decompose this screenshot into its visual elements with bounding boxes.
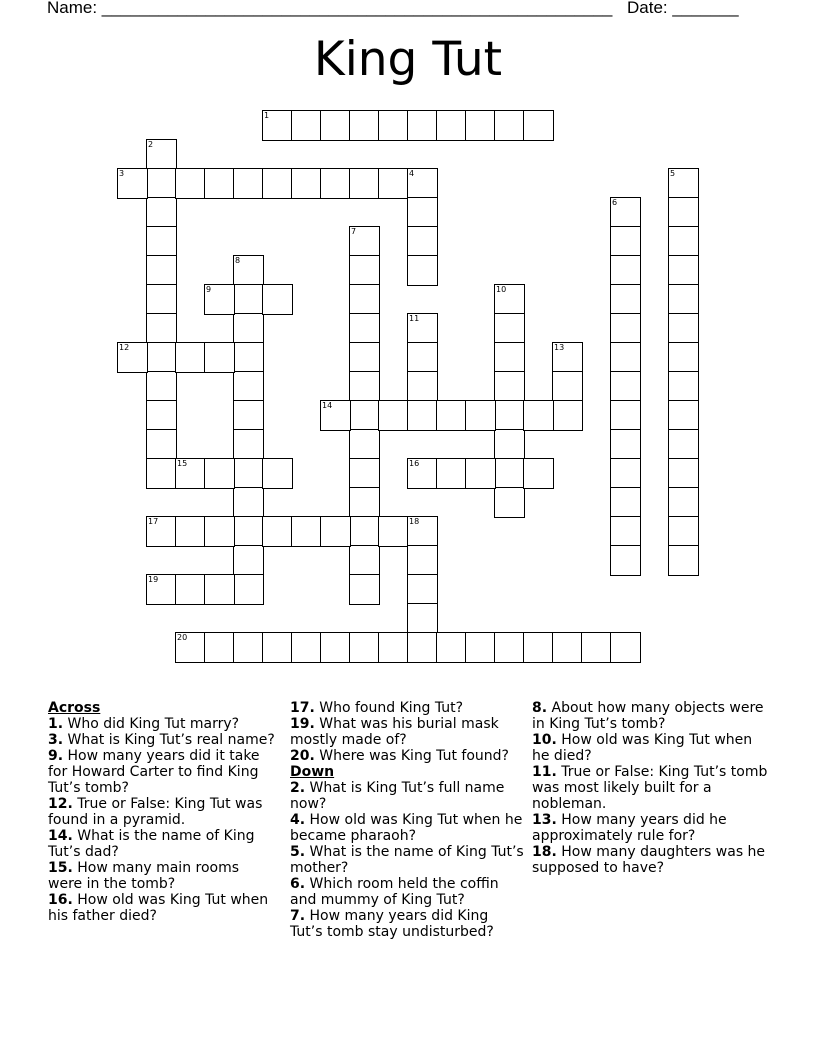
crossword-cell[interactable] <box>378 168 409 199</box>
crossword-cell[interactable] <box>668 400 699 431</box>
crossword-cell[interactable] <box>349 110 380 141</box>
crossword-cell[interactable] <box>320 516 351 547</box>
crossword-cell[interactable] <box>349 545 380 576</box>
crossword-cell[interactable] <box>117 168 148 199</box>
crossword-cell[interactable] <box>668 487 699 518</box>
crossword-cell[interactable] <box>407 516 438 547</box>
crossword-cell[interactable] <box>378 632 409 663</box>
crossword-cell[interactable] <box>494 632 525 663</box>
clue-number-label: 4 <box>409 169 415 178</box>
crossword-cell[interactable] <box>320 168 351 199</box>
crossword-cell[interactable] <box>262 168 293 199</box>
clue-text: How many daughters was he supposed to have? <box>532 844 766 876</box>
crossword-cell[interactable] <box>349 574 380 605</box>
down-clue <box>290 844 525 876</box>
clue-number: 14. <box>48 828 73 844</box>
down-clue <box>532 812 772 844</box>
clue-number-label: 2 <box>148 140 154 149</box>
crossword-cell[interactable] <box>233 574 264 605</box>
clue-text: What is King Tut’s full name now? <box>290 780 505 812</box>
crossword-cell[interactable] <box>610 284 641 315</box>
crossword-cell[interactable] <box>146 458 177 489</box>
crossword-cell[interactable] <box>146 371 177 402</box>
clue-number: 12. <box>48 796 73 812</box>
crossword-cell[interactable] <box>291 110 322 141</box>
date-line: Date: _______ <box>627 0 739 17</box>
crossword-cell[interactable] <box>610 255 641 286</box>
crossword-cell[interactable] <box>146 139 177 170</box>
clue-text: What is King Tut’s real name? <box>67 732 275 748</box>
clue-number-label: 17 <box>148 517 159 526</box>
clue-number-label: 1 <box>264 111 270 120</box>
clue-number: 5. <box>290 844 306 860</box>
across-clue <box>290 700 525 716</box>
crossword-cell[interactable] <box>233 284 264 315</box>
clue-number-label: 18 <box>409 517 420 526</box>
clue-number: 11. <box>532 764 557 780</box>
crossword-cell[interactable] <box>233 400 264 431</box>
crossword-cell[interactable] <box>668 313 699 344</box>
across-clue <box>48 892 276 924</box>
crossword-cell[interactable] <box>610 313 641 344</box>
clue-text: Who did King Tut marry? <box>67 716 240 732</box>
crossword-cell[interactable] <box>407 168 438 199</box>
crossword-cell[interactable] <box>494 284 525 315</box>
crossword-cell[interactable] <box>233 632 264 663</box>
crossword-cell[interactable] <box>204 458 235 489</box>
crossword-cell[interactable] <box>465 458 496 489</box>
crossword-cell[interactable] <box>146 284 177 315</box>
crossword-cell[interactable] <box>407 400 438 431</box>
crossword-cell[interactable] <box>233 487 264 518</box>
crossword-cell[interactable] <box>349 255 380 286</box>
crossword-cell[interactable] <box>204 342 235 373</box>
crossword-cell[interactable] <box>349 371 380 402</box>
crossword-cell[interactable] <box>494 458 525 489</box>
crossword-cell[interactable] <box>407 545 438 576</box>
clue-text: Which room held the coffin and mummy of King Tut? <box>290 876 499 908</box>
clue-number: 3. <box>48 732 64 748</box>
crossword-cell[interactable] <box>610 429 641 460</box>
clue-number-label: 20 <box>177 633 188 642</box>
crossword-cell[interactable] <box>407 632 438 663</box>
crossword-cell[interactable] <box>262 516 293 547</box>
crossword-cell[interactable] <box>668 342 699 373</box>
clue-text: How many main rooms were in the tomb? <box>48 860 240 892</box>
crossword-cell[interactable] <box>610 371 641 402</box>
crossword-cell[interactable] <box>523 110 554 141</box>
crossword-cell[interactable] <box>146 226 177 257</box>
across-clue <box>290 748 525 764</box>
crossword-cell[interactable] <box>610 197 641 228</box>
crossword-cell[interactable] <box>668 284 699 315</box>
clue-text: What is the name of King Tut’s dad? <box>48 828 255 860</box>
crossword-cell[interactable] <box>668 226 699 257</box>
clue-number-label: 7 <box>351 227 357 236</box>
crossword-cell[interactable] <box>175 632 206 663</box>
crossword-cell[interactable] <box>175 458 206 489</box>
crossword-cell[interactable] <box>233 255 264 286</box>
clue-number: 15. <box>48 860 73 876</box>
crossword-cell[interactable] <box>204 516 235 547</box>
crossword-cell[interactable] <box>233 371 264 402</box>
crossword-cell[interactable] <box>233 313 264 344</box>
crossword-cell[interactable] <box>146 516 177 547</box>
crossword-cell[interactable] <box>378 110 409 141</box>
crossword-cell[interactable] <box>494 110 525 141</box>
clue-number-label: 3 <box>119 169 125 178</box>
clue-text: True or False: King Tut was found in a pyramid. <box>48 796 263 828</box>
clue-number-label: 12 <box>119 343 130 352</box>
crossword-cell[interactable] <box>668 168 699 199</box>
crossword-cell[interactable] <box>465 110 496 141</box>
crossword-cell[interactable] <box>552 632 583 663</box>
crossword-cell[interactable] <box>407 197 438 228</box>
clue-number-label: 15 <box>177 459 188 468</box>
crossword-cell[interactable] <box>407 313 438 344</box>
crossword-cell[interactable] <box>407 110 438 141</box>
crossword-cell[interactable] <box>494 371 525 402</box>
clue-text: What is the name of King Tut’s mother? <box>290 844 524 876</box>
crossword-cell[interactable] <box>494 400 525 431</box>
clue-number: 1. <box>48 716 64 732</box>
crossword-cell[interactable] <box>291 632 322 663</box>
crossword-cell[interactable] <box>610 516 641 547</box>
crossword-cell[interactable] <box>610 342 641 373</box>
clue-text: How old was King Tut when he died? <box>532 732 753 764</box>
clue-number-label: 16 <box>409 459 420 468</box>
crossword-cell[interactable] <box>407 371 438 402</box>
across-clue <box>48 828 276 860</box>
crossword-cell[interactable] <box>146 429 177 460</box>
crossword-cell[interactable] <box>349 429 380 460</box>
crossword-cell[interactable] <box>291 168 322 199</box>
crossword-cell[interactable] <box>175 342 206 373</box>
crossword-cell[interactable] <box>523 632 554 663</box>
crossword-cell[interactable] <box>146 197 177 228</box>
crossword-cell[interactable] <box>320 400 351 431</box>
clue-number: 7. <box>290 908 306 924</box>
crossword-cell[interactable] <box>581 632 612 663</box>
crossword-cell[interactable] <box>436 458 467 489</box>
clue-column-2 <box>290 700 525 940</box>
across-clue <box>48 716 276 732</box>
down-clue <box>532 700 772 732</box>
crossword-cell[interactable] <box>668 545 699 576</box>
crossword-cell[interactable] <box>262 110 293 141</box>
crossword-cell[interactable] <box>436 110 467 141</box>
crossword-cell[interactable] <box>262 284 293 315</box>
clue-text: How old was King Tut when he became pharaoh? <box>290 812 523 844</box>
clue-number-label: 19 <box>148 575 159 584</box>
crossword-cell[interactable] <box>320 632 351 663</box>
crossword-cell[interactable] <box>204 284 235 315</box>
crossword-cell[interactable] <box>610 458 641 489</box>
crossword-cell[interactable] <box>494 429 525 460</box>
down-heading: Down <box>290 764 335 780</box>
clue-column-1 <box>48 700 276 924</box>
crossword-cell[interactable] <box>175 516 206 547</box>
crossword-cell[interactable] <box>494 313 525 344</box>
clue-number-label: 9 <box>206 285 212 294</box>
crossword-cell[interactable] <box>233 168 264 199</box>
crossword-cell[interactable] <box>610 545 641 576</box>
across-heading: Across <box>48 700 101 716</box>
clue-number-label: 6 <box>612 198 618 207</box>
crossword-cell[interactable] <box>146 574 177 605</box>
crossword-cell[interactable] <box>407 255 438 286</box>
clue-text: About how many objects were in King Tut’s tomb? <box>532 700 764 732</box>
crossword-cell[interactable] <box>552 400 583 431</box>
crossword-cell[interactable] <box>668 429 699 460</box>
clue-number: 6. <box>290 876 306 892</box>
clue-number: 20. <box>290 748 315 764</box>
down-clue <box>532 732 772 764</box>
crossword-cell[interactable] <box>552 371 583 402</box>
crossword-cell[interactable] <box>349 632 380 663</box>
crossword-cell[interactable] <box>523 400 554 431</box>
crossword-cell[interactable] <box>610 400 641 431</box>
crossword-cell[interactable] <box>349 168 380 199</box>
crossword-cell[interactable] <box>146 313 177 344</box>
crossword-cell[interactable] <box>610 632 641 663</box>
crossword-cell[interactable] <box>175 574 206 605</box>
clue-number: 8. <box>532 700 548 716</box>
clue-text: Who found King Tut? <box>319 700 464 716</box>
clue-number-label: 14 <box>322 401 333 410</box>
clue-number: 16. <box>48 892 73 908</box>
crossword-cell[interactable] <box>407 458 438 489</box>
clue-text: How old was King Tut when his father died? <box>48 892 269 924</box>
clue-text: How many years did King Tut’s tomb stay undisturbed? <box>290 908 494 940</box>
down-clue <box>290 780 525 812</box>
crossword-cell[interactable] <box>146 255 177 286</box>
clue-text: True or False: King Tut’s tomb was most likely built for a nobleman. <box>532 764 768 812</box>
crossword-cell[interactable] <box>262 632 293 663</box>
clue-number: 19. <box>290 716 315 732</box>
across-clue <box>290 716 525 748</box>
down-clue <box>290 908 525 940</box>
clue-number: 13. <box>532 812 557 828</box>
crossword-cell[interactable] <box>407 226 438 257</box>
crossword-cell[interactable] <box>668 458 699 489</box>
crossword-cell[interactable] <box>349 284 380 315</box>
crossword-cell[interactable] <box>523 458 554 489</box>
crossword-cell[interactable] <box>349 313 380 344</box>
clue-column-3 <box>532 700 772 876</box>
clue-number-label: 8 <box>235 256 241 265</box>
crossword-cell[interactable] <box>668 255 699 286</box>
clue-number: 18. <box>532 844 557 860</box>
crossword-cell[interactable] <box>349 487 380 518</box>
clue-number: 2. <box>290 780 306 796</box>
crossword-cell[interactable] <box>349 400 380 431</box>
crossword-cell[interactable] <box>436 632 467 663</box>
crossword-cell[interactable] <box>378 400 409 431</box>
crossword-cell[interactable] <box>407 603 438 634</box>
clue-number-label: 10 <box>496 285 507 294</box>
crossword-cell[interactable] <box>291 516 322 547</box>
crossword-cell[interactable] <box>146 168 177 199</box>
clue-number-label: 5 <box>670 169 676 178</box>
crossword-cell[interactable] <box>465 632 496 663</box>
down-clue <box>532 844 772 876</box>
crossword-cell[interactable] <box>262 458 293 489</box>
clue-number: 9. <box>48 748 64 764</box>
page-title: King Tut <box>313 32 503 87</box>
crossword-cell[interactable] <box>407 574 438 605</box>
clue-number-label: 11 <box>409 314 420 323</box>
crossword-cell[interactable] <box>610 226 641 257</box>
clue-number-label: 13 <box>554 343 565 352</box>
crossword-cell[interactable] <box>349 458 380 489</box>
crossword-cell[interactable] <box>146 342 177 373</box>
crossword-cell[interactable] <box>436 400 467 431</box>
down-clue <box>532 764 772 812</box>
crossword-cell[interactable] <box>668 371 699 402</box>
clue-text: Where was King Tut found? <box>319 748 509 764</box>
across-clue <box>48 796 276 828</box>
clue-number: 17. <box>290 700 315 716</box>
clue-text: What was his burial mask mostly made of? <box>290 716 499 748</box>
crossword-cell[interactable] <box>175 168 206 199</box>
crossword-cell[interactable] <box>117 342 148 373</box>
crossword-cell[interactable] <box>146 400 177 431</box>
clue-text: How many years did it take for Howard Carter to find King Tut’s tomb? <box>48 748 260 796</box>
crossword-cell[interactable] <box>233 516 264 547</box>
crossword-cell[interactable] <box>349 342 380 373</box>
crossword-cell[interactable] <box>349 226 380 257</box>
crossword-cell[interactable] <box>378 516 409 547</box>
clue-number: 10. <box>532 732 557 748</box>
crossword-cell[interactable] <box>494 487 525 518</box>
crossword-cell[interactable] <box>233 342 264 373</box>
crossword-cell[interactable] <box>494 342 525 373</box>
crossword-cell[interactable] <box>204 168 235 199</box>
across-clue <box>48 732 276 748</box>
across-clue <box>48 860 276 892</box>
crossword-cell[interactable] <box>233 545 264 576</box>
crossword-cell[interactable] <box>204 632 235 663</box>
crossword-cell[interactable] <box>407 342 438 373</box>
crossword-cell[interactable] <box>668 197 699 228</box>
crossword-cell[interactable] <box>668 516 699 547</box>
crossword-cell[interactable] <box>320 110 351 141</box>
down-clue <box>290 812 525 844</box>
crossword-cell[interactable] <box>349 516 380 547</box>
crossword-cell[interactable] <box>465 400 496 431</box>
clue-number: 4. <box>290 812 306 828</box>
down-clue <box>290 876 525 908</box>
crossword-cell[interactable] <box>233 429 264 460</box>
crossword-cell[interactable] <box>204 574 235 605</box>
crossword-cell[interactable] <box>552 342 583 373</box>
clue-text: How many years did he approximately rule for? <box>532 812 727 844</box>
name-line: Name: ______________________________________________________ <box>47 0 613 17</box>
crossword-cell[interactable] <box>233 458 264 489</box>
across-clue <box>48 748 276 796</box>
crossword-cell[interactable] <box>610 487 641 518</box>
